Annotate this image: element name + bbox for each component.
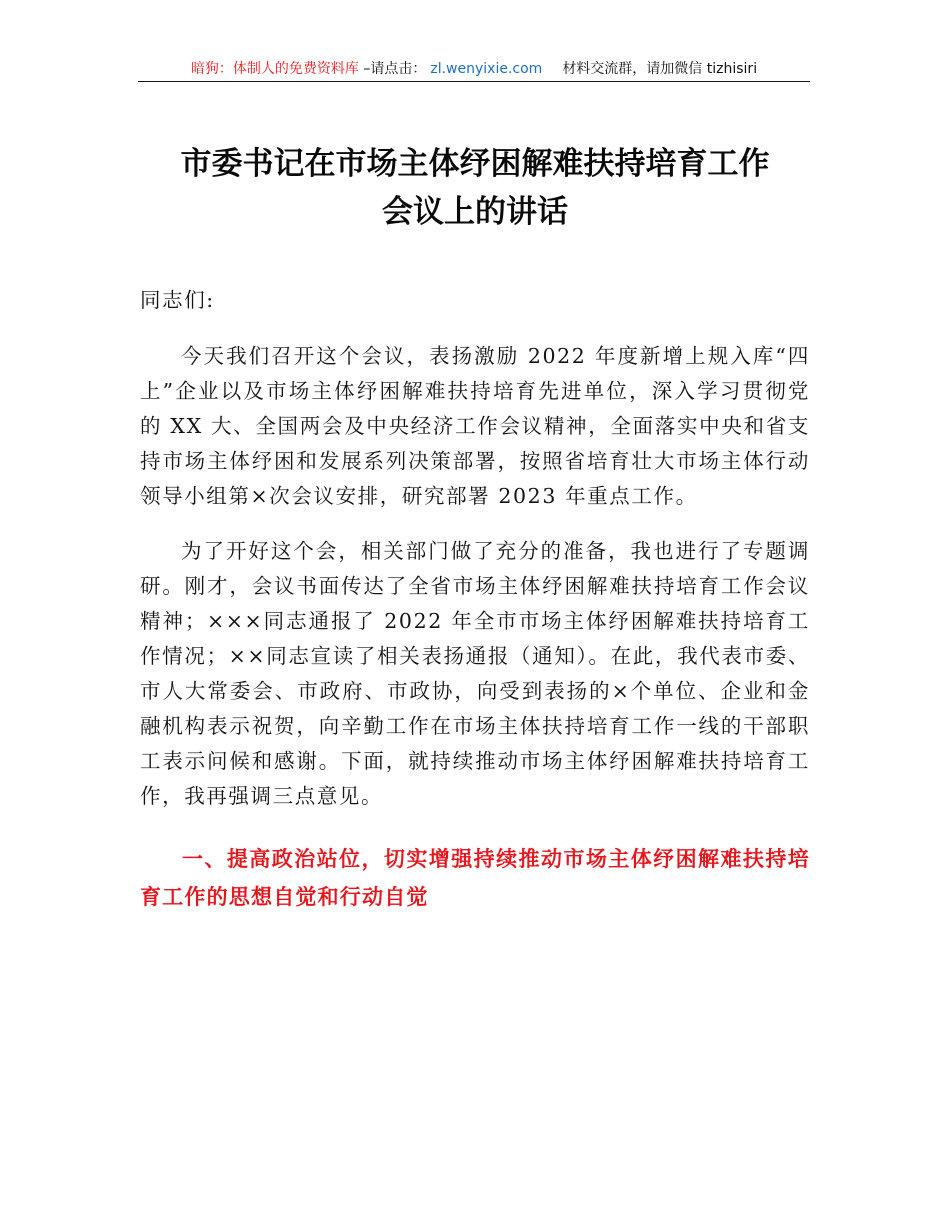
document-body	[140, 283, 810, 936]
section-heading-1: 一、提高政治站位，切实增强持续推动市场主体纾困解难扶持培育工作的思想自觉和行动自觉	[140, 847, 810, 909]
paragraph-1: 今天我们召开这个会议，表扬激励 2022 年度新增上规入库“四上”企业以及市场主体纾困解难扶持培育先进单位，深入学习贯彻党的 XX 大、全国两会及中央经济工作会议精神，全面落实中央和省支持市场主体纾困和发展系列决策部署，按照省培育壮大市场主体行动领导小组第×次会议安排，研究部署 2023 年重点工作。	[140, 344, 810, 508]
salutation: 同志们:	[140, 288, 215, 312]
document-title	[120, 140, 830, 236]
website-link[interactable]: zl.wenyixie.com	[430, 61, 543, 77]
promo-text: 暗狗：体制人的免费资料库	[190, 61, 359, 77]
header-divider	[138, 81, 810, 82]
paragraph-2: 为了开好这个会，相关部门做了充分的准备，我也进行了专题调研。刚才，会议书面传达了全省市场主体纾困解难扶持培育工作会议精神；×××同志通报了 2022 年全市市场主体纾困解难扶持培育工作情况；××同志宣读了相关表扬通报（通知）。在此，我代表市委、市人大常委会、市政府、市政协，向受到表扬的×个单位、企业和金融机构表示祝贺，向辛勤工作在市场主体扶持培育工作一线的干部职工表示问候和感谢。下面，就持续推动市场主体纾困解难扶持培育工作，我再强调三点意见。	[140, 539, 810, 808]
title-line-1: 市委书记在市场主体纾困解难扶持培育工作	[180, 146, 770, 182]
title-line-2: 会议上的讲话	[382, 194, 568, 230]
click-prompt-text: –请点击：	[358, 61, 427, 77]
wechat-group-text: 材料交流群，请加微信 tizhisiri	[562, 61, 758, 77]
page-header	[138, 58, 810, 80]
